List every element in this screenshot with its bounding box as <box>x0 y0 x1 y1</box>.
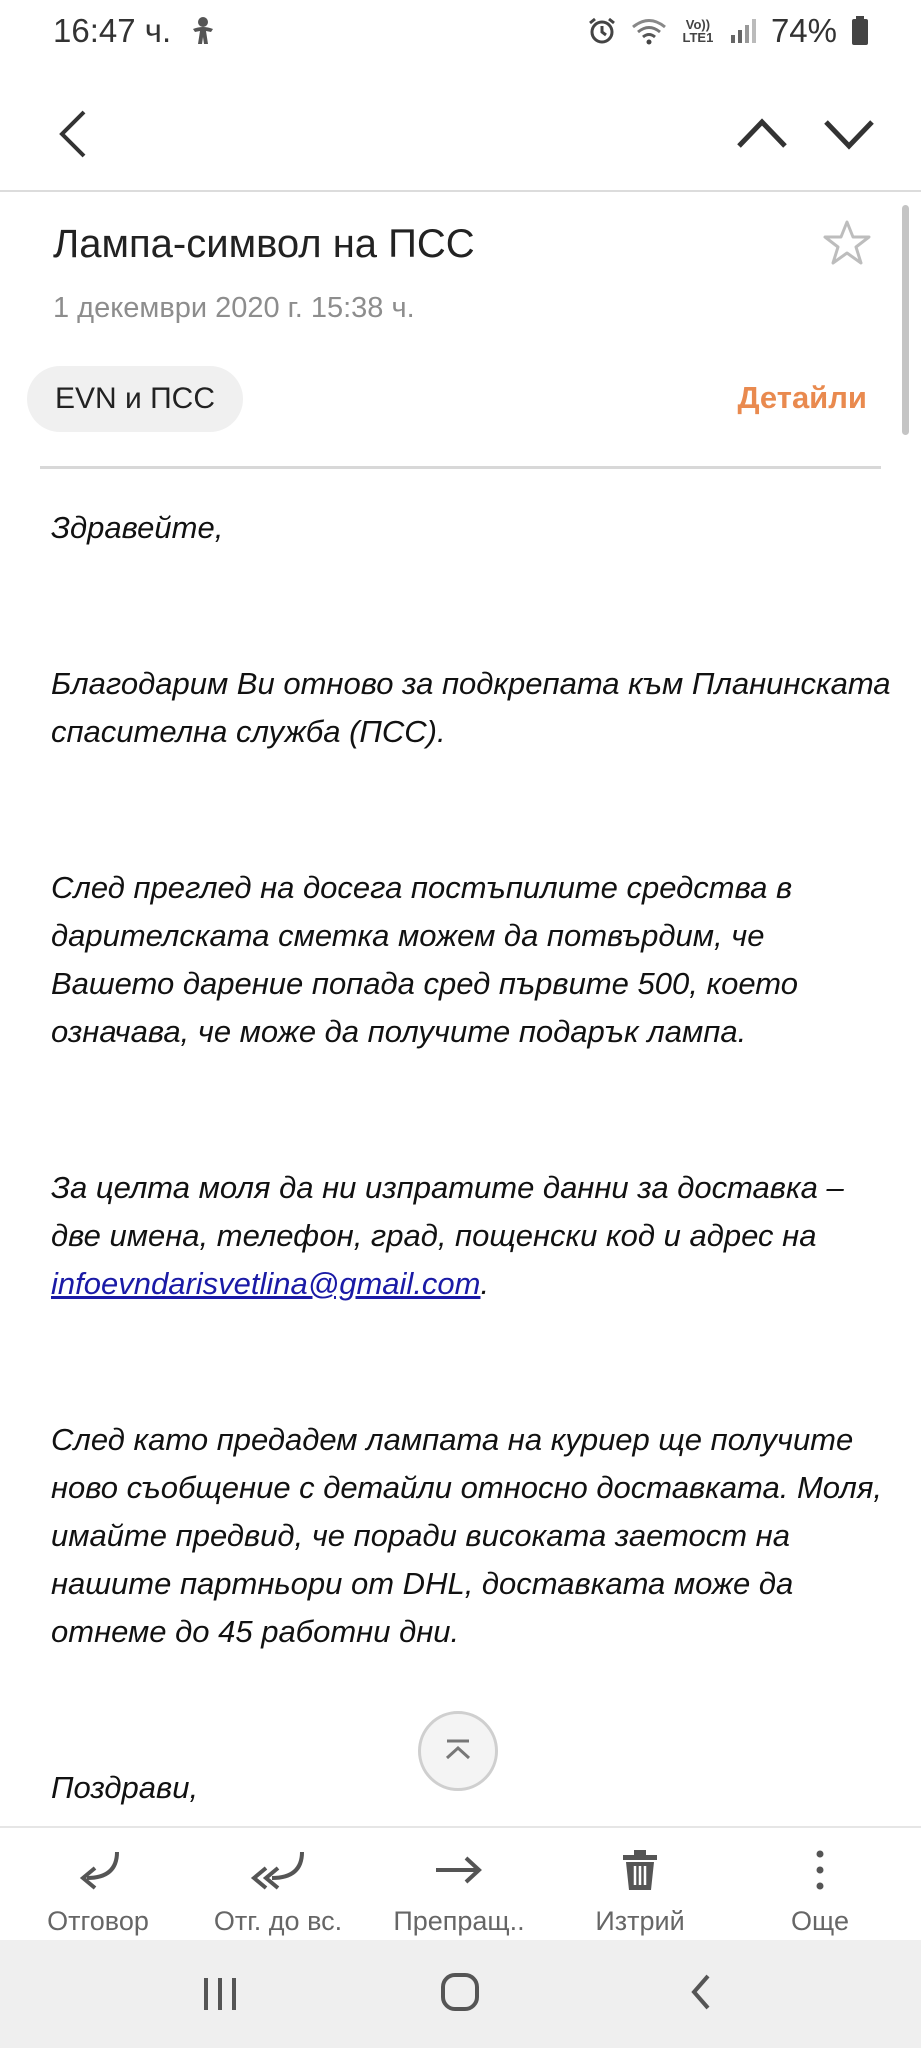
reply-all-icon <box>248 1848 308 1892</box>
battery-icon <box>851 16 869 46</box>
accessibility-icon <box>190 16 216 46</box>
email-date: 1 декември 2020 г. 15:38 ч. <box>53 292 415 324</box>
star-icon[interactable] <box>822 218 872 268</box>
scrollbar[interactable] <box>902 205 909 435</box>
body-paragraph: След като предадем лампата на куриер ще получите ново съобщение с детайли относно доставката. Моля, имайте предвид, че поради високата заетост на нашите партньори от DHL, доставката може да отнеме до 45 работни дни. <box>51 1422 883 1649</box>
battery-percent: 74% <box>770 12 837 49</box>
delete-button[interactable]: Изтрий <box>550 1848 730 1937</box>
sender-chip[interactable]: EVN и ПСС <box>27 366 243 432</box>
body-paragraph: Благодарим Ви отново за подкрепата към Планинската спасителна служба (ПСС). <box>51 666 891 749</box>
body-closing: Поздрави, <box>51 1770 199 1805</box>
status-bar <box>0 0 921 70</box>
body-greeting: Здравейте, <box>51 510 224 545</box>
trash-icon <box>618 1848 662 1892</box>
top-app-bar <box>0 70 921 192</box>
reply-icon <box>71 1848 125 1892</box>
body-paragraph: След преглед на досега постъпилите средства в дарителската сметка можем да потвърдим, че Вашето дарение попада сред първите 500, което означава, че може да получите подарък лампа. <box>51 870 798 1049</box>
details-link[interactable]: Детайли <box>737 380 867 415</box>
alarm-icon <box>587 16 617 46</box>
header-divider <box>40 466 881 469</box>
status-time: 16:47 ч. <box>53 12 172 49</box>
home-button[interactable] <box>440 1972 480 2012</box>
signal-icon <box>729 17 757 45</box>
back-button[interactable] <box>52 106 96 162</box>
recent-apps-button[interactable] <box>200 1976 240 2012</box>
email-subject: Лампа-символ на ПСС <box>53 222 475 266</box>
forward-icon <box>432 1848 486 1892</box>
system-back-button[interactable] <box>688 1972 714 2012</box>
email-address-link[interactable]: infoevndarisvetlina@gmail.com <box>51 1266 481 1301</box>
scroll-top-icon <box>421 1714 495 1788</box>
reply-all-button[interactable]: Отг. до вс. <box>188 1848 368 1937</box>
more-vertical-icon <box>810 1848 830 1892</box>
more-button[interactable]: Още <box>730 1848 910 1937</box>
forward-button[interactable]: Препращ.. <box>369 1848 549 1937</box>
body-paragraph: За целта моля да ни изпратите данни за доставка – две имена, телефон, град, пощенски код и адрес на infoevndarisvetlina@gmail.com. <box>51 1170 844 1301</box>
previous-email-button[interactable] <box>735 108 789 158</box>
wifi-icon <box>631 17 667 45</box>
bottom-toolbar <box>0 1826 921 1942</box>
status-icons <box>587 12 869 50</box>
next-email-button[interactable] <box>822 108 876 158</box>
scroll-to-top-button[interactable] <box>418 1711 498 1791</box>
reply-button[interactable]: Отговор <box>8 1848 188 1937</box>
email-body <box>51 504 891 1812</box>
system-navigation-bar <box>0 1940 921 2048</box>
volte-indicator: Vo)) LTE1 <box>682 17 714 45</box>
